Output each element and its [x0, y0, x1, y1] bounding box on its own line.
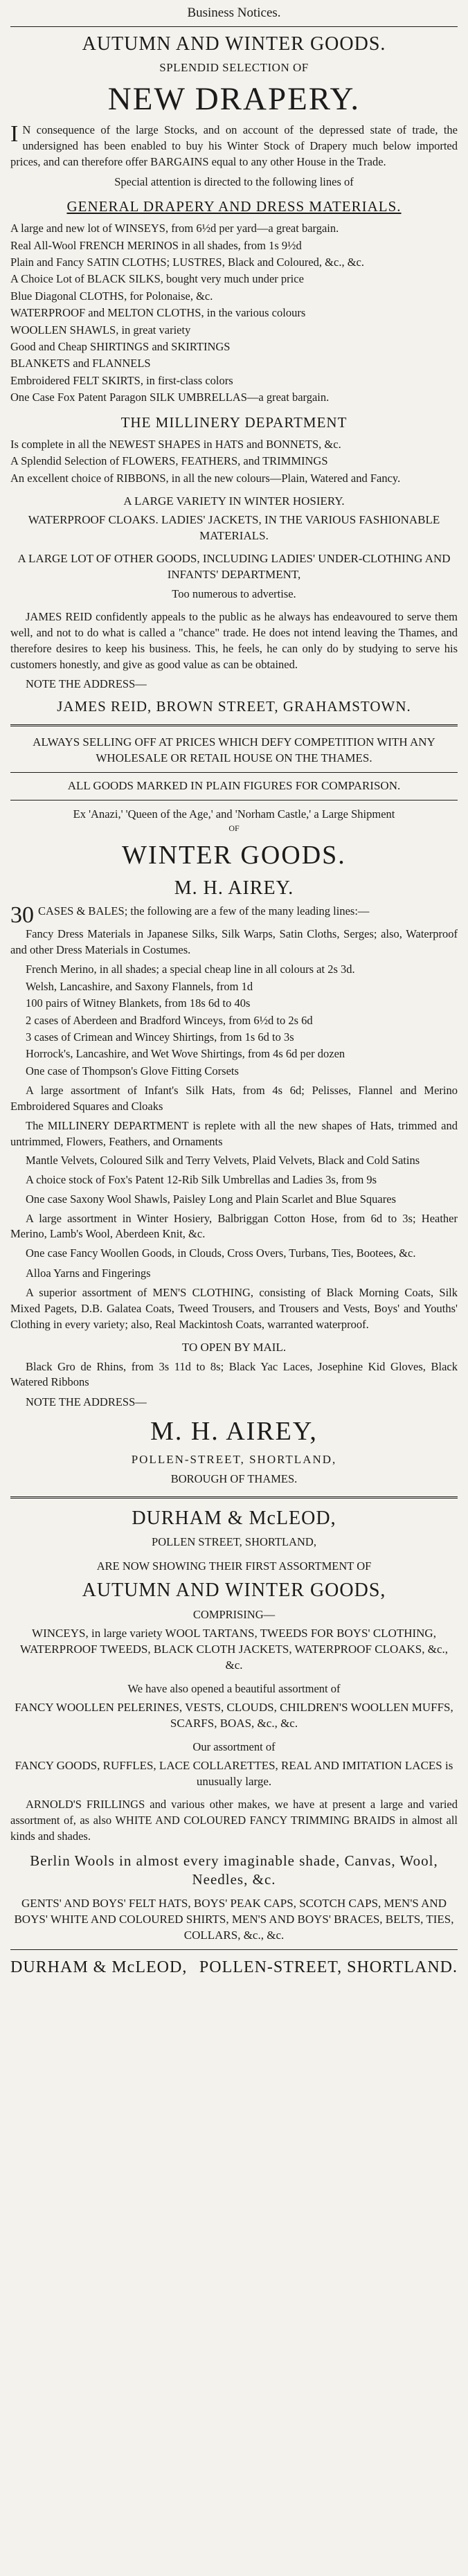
- divider: [10, 1949, 458, 1950]
- list-item: An excellent choice of RIBBONS, in all the new colours—Plain, Watered and Fancy.: [10, 471, 401, 485]
- list-item: The MILLINERY DEPARTMENT is replete with all the new shapes of Hats, trimmed and untrimmed, Flowers, Feathers, and Ornaments: [10, 1118, 458, 1148]
- signature-borough: BOROUGH OF THAMES.: [170, 1472, 298, 1486]
- berlin-wools: Berlin Wools in almost every imaginable shade, Canvas, Wool, Needles, &c.: [30, 1852, 438, 1888]
- too-numerous: Too numerous to advertise.: [172, 587, 296, 600]
- ad-title: AUTUMN AND WINTER GOODS.: [82, 33, 386, 55]
- ad-durham-mcleod: [10, 1507, 458, 1977]
- address-line: JAMES REID, BROWN STREET, GRAHAMSTOWN.: [57, 697, 411, 715]
- footer-name: DURHAM & McLEOD,: [10, 1958, 188, 1977]
- list-item: Welsh, Lancashire, and Saxony Flannels, from 1d: [26, 979, 253, 993]
- list-item: One Case Fox Patent Paragon SILK UMBRELLAS—a great bargain.: [10, 391, 330, 404]
- merchant-street: POLLEN STREET, SHORTLAND,: [152, 1535, 316, 1549]
- shipment-line: Ex 'Anazi,' 'Queen of the Age,' and 'Norham Castle,' a Large Shipment: [73, 807, 395, 821]
- divider: [10, 1496, 458, 1499]
- list-item: French Merino, in all shades; a special cheap line in all colours at 2s 3d.: [26, 963, 355, 976]
- list-item: A Choice Lot of BLACK SILKS, bought very much under price: [10, 272, 304, 286]
- list-item: A choice stock of Fox's Patent 12-Rib Silk Umbrellas and Ladies 3s, from 9s: [26, 1173, 377, 1187]
- hosiery-line: A LARGE VARIETY IN WINTER HOSIERY.: [123, 494, 345, 508]
- note-address: NOTE THE ADDRESS—: [26, 1395, 147, 1409]
- list-item: Plain and Fancy SATIN CLOTHS; LUSTRES, Black and Coloured, &c., &c.: [10, 256, 364, 269]
- hats-paragraph: GENTS' AND BOYS' FELT HATS, BOYS' PEAK CAPS, SCOTCH CAPS, MEN'S AND BOYS' WHITE AND COLOURED SHIRTS, MEN'S AND BOYS' BRACES, BELTS, TIES, COLLARS, &c., &c.: [14, 1897, 454, 1942]
- list-item: A superior assortment of MEN'S CLOTHING, consisting of Black Morning Coats, Silk Mixed Pagets, D.B. Galatea Coats, Tweed Trousers, and Trousers and Vests, Boys' and Youths' Clothing in every variety; also, Real Mackintosh Coats, warranted waterproof.: [10, 1286, 458, 1331]
- ad-headline: AUTUMN AND WINTER GOODS,: [82, 1579, 386, 1601]
- ad-subtitle: SPLENDID SELECTION OF: [159, 60, 309, 74]
- ad-selling-off: [10, 735, 458, 794]
- millinery-list: [10, 436, 458, 487]
- cloaks-line: WATERPROOF CLOAKS. LADIES' JACKETS, IN THE VARIOUS FASHIONABLE MATERIALS.: [28, 513, 440, 543]
- divider: [10, 724, 458, 726]
- other-goods-line: A LARGE LOT OF OTHER GOODS, INCLUDING LADIES' UNDER-CLOTHING AND INFANTS' DEPARTMENT,: [17, 552, 451, 581]
- footer-street: POLLEN-STREET, SHORTLAND.: [199, 1958, 458, 1977]
- closing-paragraph: JAMES REID confidently appeals to the public as he always has endeavoured to serve them well, and not to do what is called a "chance" trade. He does not intend leaving the Thames, and therefore desires to keep his business. This, he feels, he can only do by studying to serve his customers honestly, and give as good value as can be obtained.: [10, 610, 458, 671]
- list-item: Alloa Yarns and Fingerings: [26, 1266, 151, 1280]
- intro-paragraph: I N consequence of the large Stocks, and on account of the depressed state of trade, the undersigned has been enabled to buy his Winter Stock of Drapery much below imported prices, and can therefore offer BARGAINS equal to any other House in the Trade.: [10, 121, 458, 168]
- list-item: WATERPROOF and MELTON CLOTHS, in the various colours: [10, 306, 306, 320]
- list-item: Fancy Dress Materials in Japanese Silks, Silk Warps, Satin Cloths, Serges; also, Waterproof and other Dress Materials in Costumes.: [10, 927, 458, 956]
- special-note: Special attention is directed to the following lines of: [114, 175, 354, 188]
- comprising-label: COMPRISING—: [192, 1607, 276, 1621]
- merchant-name: DURHAM & McLEOD,: [132, 1507, 336, 1529]
- footer-signature: [10, 1958, 458, 1977]
- drop-number: 30: [10, 902, 34, 929]
- ad-headline: NEW DRAPERY.: [107, 80, 361, 117]
- list-item: A large assortment in Winter Hosiery, Balbriggan Cotton Hose, from 6d to 3s; Heather Merino, Lamb's Wool, Aberdeen Knit, &c.: [10, 1211, 458, 1241]
- open-by-mail: TO OPEN BY MAIL.: [181, 1340, 287, 1354]
- plain-figures-line: ALL GOODS MARKED IN PLAIN FIGURES FOR COMPARISON.: [67, 778, 401, 792]
- list-item: Good and Cheap SHIRTINGS and SKIRTINGS: [10, 340, 231, 354]
- section-heading: GENERAL DRAPERY AND DRESS MATERIALS.: [66, 197, 402, 215]
- goods-list: [10, 927, 458, 1333]
- list-item: Blue Diagonal CLOTHS, for Polonaise, &c.: [10, 289, 213, 303]
- divider: [10, 772, 458, 773]
- merchant-name: M. H. AIREY.: [174, 877, 294, 899]
- list-item: 3 cases of Crimean and Wincey Shirtings, from 1s 6d to 3s: [26, 1030, 294, 1044]
- assortment-label: Our assortment of: [192, 1740, 276, 1754]
- divider: [10, 26, 458, 27]
- drapery-list: [10, 220, 458, 406]
- ad-james-reid: [10, 33, 458, 716]
- list-item: BLANKETS and FLANNELS: [10, 357, 151, 370]
- drop-cap: I: [10, 121, 19, 147]
- section-heading: THE MILLINERY DEPARTMENT: [120, 413, 348, 431]
- of-label: OF: [228, 823, 240, 834]
- intro-paragraph: 30 CASES & BALES; the following are a few of the many leading lines:—: [10, 902, 370, 929]
- showing-line: ARE NOW SHOWING THEIR FIRST ASSORTMENT OF: [96, 1559, 372, 1573]
- list-item: A large and new lot of WINSEYS, from 6½d per yard—a great bargain.: [10, 222, 339, 235]
- list-item: A large assortment of Infant's Silk Hats, from 4s 6d; Pelisses, Flannel and Merino Embroidered Squares and Cloaks: [10, 1084, 458, 1113]
- list-item: 100 pairs of Witney Blankets, from 18s 6d to 40s: [26, 996, 251, 1010]
- newspaper-page: [10, 0, 458, 1977]
- page-header: Business Notices.: [187, 6, 281, 20]
- ad-headline: WINTER GOODS.: [122, 841, 346, 870]
- opened-label: We have also opened a beautiful assortment of: [127, 1681, 341, 1695]
- list-item: Mantle Velvets, Coloured Silk and Terry Velvets, Plaid Velvets, Black and Cold Satins: [26, 1154, 420, 1168]
- mail-item: Black Gro de Rhins, from 3s 11d to 8s; Black Yac Laces, Josephine Kid Gloves, Black Watered Ribbons: [10, 1359, 458, 1389]
- note-address: NOTE THE ADDRESS—: [26, 677, 147, 691]
- list-item: A Splendid Selection of FLOWERS, FEATHERS, and TRIMMINGS: [10, 454, 328, 468]
- list-item: One case of Thompson's Glove Fitting Corsets: [26, 1064, 239, 1077]
- frillings-paragraph: ARNOLD'S FRILLINGS and various other makes, we have at present a large and varied assortment of, as also WHITE AND COLOURED FANCY TRIMMING BRAIDS in almost all kinds and shades.: [10, 1798, 458, 1843]
- list-item: 2 cases of Aberdeen and Bradford Winceys, from 6½d to 2s 6d: [26, 1013, 313, 1027]
- signature-street: POLLEN-STREET, SHORTLAND,: [131, 1453, 337, 1467]
- fancy-goods-paragraph: FANCY GOODS, RUFFLES, LACE COLLARETTES, REAL AND IMITATION LACES is unusually large.: [15, 1759, 453, 1789]
- signature-name: M. H. AIREY,: [150, 1416, 318, 1446]
- list-item: Horrock's, Lancashire, and Wet Wove Shirtings, from 4s 6d per dozen: [26, 1047, 345, 1061]
- list-item: One case Saxony Wool Shawls, Paisley Long and Plain Scarlet and Blue Squares: [26, 1192, 396, 1206]
- list-item: Embroidered FELT SKIRTS, in first-class colors: [10, 373, 233, 387]
- list-item: Is complete in all the NEWEST SHAPES in HATS and BONNETS, &c.: [10, 437, 341, 451]
- woollen-paragraph: FANCY WOOLLEN PELERINES, VESTS, CLOUDS, CHILDREN'S WOOLLEN MUFFS, SCARFS, BOAS, &c., &c.: [15, 1701, 453, 1730]
- list-item: Real All-Wool FRENCH MERINOS in all shades, from 1s 9½d: [10, 238, 302, 252]
- winceys-paragraph: WINCEYS, in large variety WOOL TARTANS, TWEEDS FOR BOYS' CLOTHING, WATERPROOF TWEEDS, BLACK CLOTH JACKETS, WATERPROOF CLOAKS, &c., &c.: [19, 1626, 449, 1672]
- list-item: One case Fancy Woollen Goods, in Clouds, Cross Overs, Turbans, Ties, Bootees, &c.: [26, 1246, 416, 1260]
- list-item: WOOLLEN SHAWLS, in great variety: [10, 323, 191, 337]
- ad-mh-airey: [10, 806, 458, 1488]
- selling-off-line: ALWAYS SELLING OFF AT PRICES WHICH DEFY COMPETITION WITH ANY WHOLESALE OR RETAIL HOUSE ON THE THAMES.: [33, 735, 435, 764]
